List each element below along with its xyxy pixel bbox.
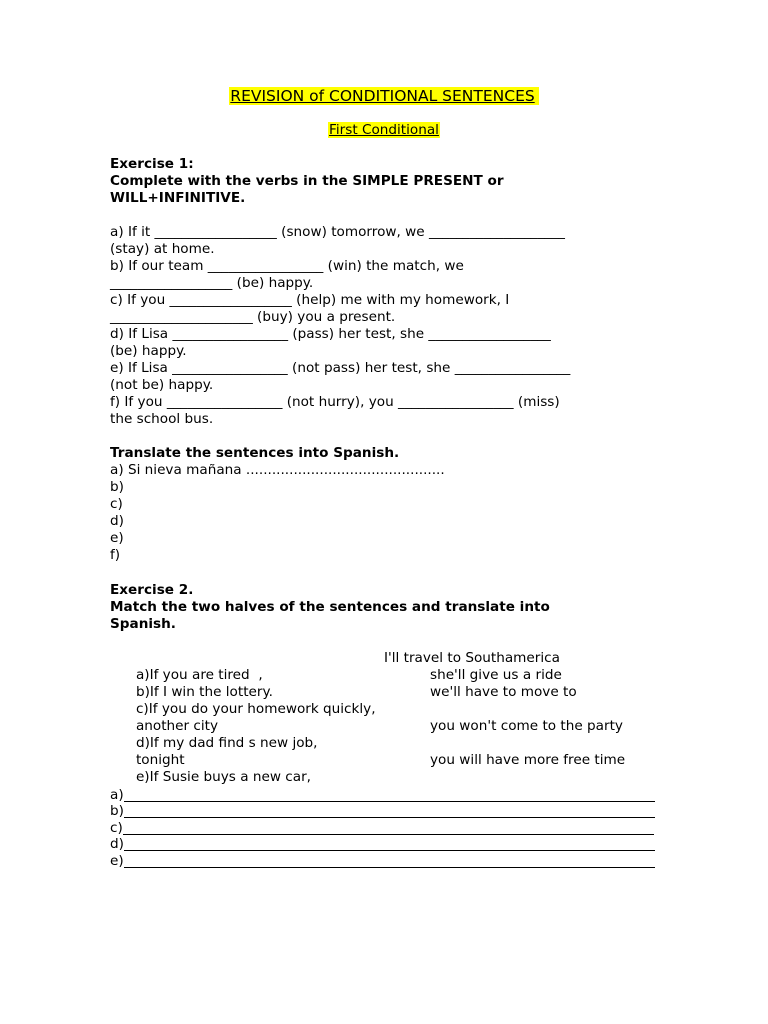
- answer-row: [110, 820, 670, 837]
- translate-line: b): [110, 479, 124, 495]
- answer-label: b): [110, 803, 124, 819]
- answer-label: d): [110, 836, 124, 852]
- answer-row: [110, 787, 670, 804]
- translate-line: d): [110, 513, 124, 529]
- match-left: d)If my dad find s new job,: [135, 735, 318, 751]
- exercise-1: [110, 156, 670, 207]
- exercise-1-sentences: [110, 224, 670, 428]
- translate-heading: Translate the sentences into Spanish.: [110, 445, 400, 461]
- exercise-2-match-list: [110, 650, 670, 785]
- match-left: tonight: [135, 752, 185, 768]
- answer-blank[interactable]: [124, 804, 655, 818]
- exercise-1-line: __________________ (be) happy.: [110, 275, 314, 291]
- exercise-1-line: c) If you __________________ (help) me with my homework, I: [110, 292, 510, 308]
- answer-blank[interactable]: [124, 854, 655, 868]
- match-left: e)If Susie buys a new car,: [135, 769, 311, 785]
- answer-blank[interactable]: [124, 788, 655, 802]
- match-left: a)If you are tired ,: [135, 667, 263, 683]
- translate-line: e): [110, 530, 124, 546]
- exercise-1-line: _____________________ (buy) you a present.: [110, 309, 396, 325]
- match-left: b)If I win the lottery.: [135, 684, 273, 700]
- answer-blank[interactable]: [123, 821, 654, 835]
- exercise-1-line: a) If it __________________ (snow) tomorrow, we ____________________: [110, 224, 565, 240]
- translate-line: c): [110, 496, 123, 512]
- answer-label: a): [110, 786, 124, 803]
- match-right: we'll have to move to: [430, 684, 577, 700]
- exercise-1-line: (be) happy.: [110, 343, 187, 359]
- answer-lines: [110, 787, 670, 870]
- answer-row: [110, 804, 670, 821]
- translate-line: a) Si nieva mañana ..............................................: [110, 462, 445, 478]
- answer-label: e): [110, 852, 124, 869]
- exercise-1-line: d) If Lisa _________________ (pass) her test, she __________________: [110, 326, 551, 342]
- subtitle-container: [0, 122, 768, 139]
- exercise-2: [110, 582, 670, 633]
- match-right: you will have more free time: [430, 752, 626, 768]
- exercise-2-instruction: Match the two halves of the sentences and translate into Spanish.: [110, 599, 550, 632]
- exercise-1-line: b) If our team _________________ (win) the match, we: [110, 258, 464, 274]
- page-subtitle: First Conditional: [329, 122, 439, 138]
- exercise-2-heading: Exercise 2.: [110, 582, 194, 598]
- exercise-1-instruction: Complete with the verbs in the SIMPLE PRESENT or WILL+INFINITIVE.: [110, 173, 504, 206]
- match-row: [110, 718, 670, 751]
- exercise-1-heading: Exercise 1:: [110, 156, 194, 172]
- answer-blank[interactable]: [124, 837, 655, 851]
- answer-row: [110, 837, 670, 854]
- match-right: I'll travel to Southamerica: [384, 650, 560, 666]
- match-left: another city: [135, 718, 219, 734]
- exercise-1-line: (not be) happy.: [110, 377, 214, 393]
- answer-row: [110, 853, 670, 870]
- match-row: [110, 752, 670, 785]
- match-right: you won't come to the party: [430, 718, 623, 734]
- translate-line: f): [110, 547, 121, 563]
- match-row: [110, 684, 670, 717]
- match-left: c)If you do your homework quickly,: [135, 701, 376, 717]
- answer-label: c): [110, 819, 123, 836]
- exercise-1-line: e) If Lisa _________________ (not pass) her test, she _________________: [110, 360, 571, 376]
- match-right: she'll give us a ride: [430, 667, 562, 683]
- translate-section: [110, 445, 670, 564]
- title-container: [0, 86, 768, 106]
- page-title: REVISION of CONDITIONAL SENTENCES: [229, 87, 538, 105]
- exercise-1-line: f) If you _________________ (not hurry), you _________________ (miss): [110, 394, 560, 410]
- exercise-1-line: (stay) at home.: [110, 241, 215, 257]
- exercise-1-line: the school bus.: [110, 411, 214, 427]
